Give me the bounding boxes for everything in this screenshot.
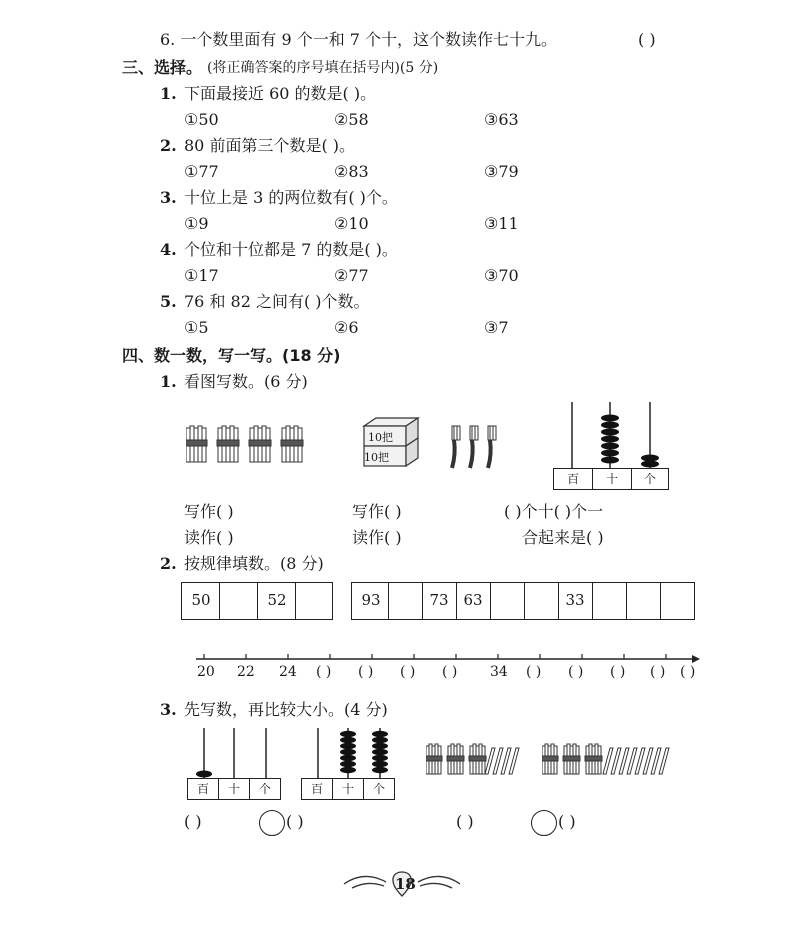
compare-2-left-blank[interactable]: ( ) <box>456 812 474 831</box>
choice-3-option-b[interactable]: ②10 <box>334 214 369 233</box>
abacus-2-label-ones: 个 <box>249 778 281 800</box>
choice-4-option-b[interactable]: ②77 <box>334 266 369 285</box>
abacus-1-label-tens: 十 <box>592 468 632 490</box>
nl-blank-4[interactable]: ( ) <box>442 664 458 680</box>
choice-1-option-a[interactable]: ①50 <box>184 110 219 129</box>
choice-1-text: 下面最接近 60 的数是( )。 <box>184 84 377 103</box>
nl-blank-7[interactable]: ( ) <box>610 664 626 680</box>
choice-3-option-a[interactable]: ①9 <box>184 214 209 233</box>
nl-blank-9[interactable]: ( ) <box>680 664 696 680</box>
q1-title: 看图写数。(6 分) <box>184 372 308 391</box>
compare-1-circle[interactable] <box>259 810 285 836</box>
q6-answer-blank[interactable]: ( ) <box>638 30 656 49</box>
abacus-2-image <box>188 726 282 778</box>
choice-2-text: 80 前面第三个数是( )。 <box>184 136 356 155</box>
q2-title: 按规律填数。(8 分) <box>184 554 324 573</box>
abacus-1-label-hundreds: 百 <box>553 468 593 490</box>
choice-1-option-c[interactable]: ③63 <box>484 110 519 129</box>
abacus-3-label-hundreds: 百 <box>301 778 333 800</box>
abacus-3-label-ones: 个 <box>363 778 395 800</box>
pattern-1-cell-3: 52 <box>267 591 287 609</box>
choice-5-option-c[interactable]: ③7 <box>484 318 509 337</box>
choice-4-text: 个位和十位都是 7 的数是( )。 <box>184 240 398 259</box>
nl-blank-5[interactable]: ( ) <box>526 664 542 680</box>
compare-1-right-blank[interactable]: ( ) <box>286 812 304 831</box>
pattern-2-cell-3: 73 <box>429 591 449 609</box>
pattern-2-cell-1: 93 <box>361 591 381 609</box>
choice-4-number: 4. <box>160 240 177 259</box>
pattern-2-cell-4: 63 <box>463 591 483 609</box>
nl-blank-1[interactable]: ( ) <box>316 664 332 680</box>
choice-2-option-c[interactable]: ③79 <box>484 162 519 181</box>
write-blank-2[interactable]: 写作( ) <box>352 502 402 521</box>
choice-5-text: 76 和 82 之间有( )个数。 <box>184 292 370 311</box>
nl-blank-6[interactable]: ( ) <box>568 664 584 680</box>
sticks-group-1-image <box>426 742 534 778</box>
choice-3-number: 3. <box>160 188 177 207</box>
choice-1-number: 1. <box>160 84 177 103</box>
abacus-2-label-hundreds: 百 <box>187 778 219 800</box>
abacus-3-label-tens: 十 <box>332 778 364 800</box>
stick-bundles-image <box>186 420 308 468</box>
choice-2-option-a[interactable]: ①77 <box>184 162 219 181</box>
compare-1-left-blank[interactable]: ( ) <box>184 812 202 831</box>
read-blank-2[interactable]: 读作( ) <box>352 528 402 547</box>
q1-number: 1. <box>160 372 177 391</box>
q3-title: 先写数，再比较大小。(4 分) <box>184 700 388 719</box>
read-blank-1[interactable]: 读作( ) <box>184 528 234 547</box>
abacus-3-image <box>302 726 396 778</box>
q3-number: 3. <box>160 700 177 719</box>
section-3-note: (将正确答案的序号填在括号内)(5 分) <box>207 60 439 76</box>
box-label-top: 10把 <box>368 431 393 444</box>
compare-2-right-blank[interactable]: ( ) <box>558 812 576 831</box>
nl-blank-8[interactable]: ( ) <box>650 664 666 680</box>
choice-2-number: 2. <box>160 136 177 155</box>
choice-4-option-a[interactable]: ①17 <box>184 266 219 285</box>
choice-3-option-c[interactable]: ③11 <box>484 214 519 233</box>
nl-label-34: 34 <box>490 664 508 680</box>
pattern-row-2 <box>351 582 695 620</box>
toothbrushes-image <box>446 424 504 472</box>
abacus-2-label-tens: 十 <box>218 778 250 800</box>
choice-1-option-b[interactable]: ②58 <box>334 110 369 129</box>
pattern-1-cell-1: 50 <box>191 591 211 609</box>
choice-4-option-c[interactable]: ③70 <box>484 266 519 285</box>
write-blank-1[interactable]: 写作( ) <box>184 502 234 521</box>
section-3-title: 三、选择。 <box>122 58 203 77</box>
tens-ones-blank[interactable]: ( )个十( )个一 <box>504 502 604 521</box>
nl-label-3: 24 <box>279 664 297 680</box>
abacus-1-image <box>552 398 670 468</box>
choice-5-option-a[interactable]: ①5 <box>184 318 209 337</box>
page-number: 18 <box>395 875 416 893</box>
q6-text: 6. 一个数里面有 9 个一和 7 个十，这个数读作七十九。 <box>160 30 558 49</box>
combined-blank[interactable]: 合起来是( ) <box>522 528 604 547</box>
sticks-group-2-image <box>542 742 682 778</box>
choice-5-number: 5. <box>160 292 177 311</box>
abacus-1-label-ones: 个 <box>631 468 669 490</box>
pattern-2-cell-7: 33 <box>565 591 585 609</box>
q2-number: 2. <box>160 554 177 573</box>
choice-3-text: 十位上是 3 的两位数有( )个。 <box>184 188 398 207</box>
nl-blank-3[interactable]: ( ) <box>400 664 416 680</box>
nl-label-1: 20 <box>197 664 215 680</box>
choice-2-option-b[interactable]: ②83 <box>334 162 369 181</box>
choice-5-option-b[interactable]: ②6 <box>334 318 359 337</box>
pattern-row-1 <box>181 582 333 620</box>
nl-blank-2[interactable]: ( ) <box>358 664 374 680</box>
box-label-bottom: 10把 <box>364 451 389 464</box>
section-4-title: 四、数一数，写一写。(18 分) <box>122 346 341 365</box>
compare-2-circle[interactable] <box>531 810 557 836</box>
nl-label-2: 22 <box>237 664 255 680</box>
